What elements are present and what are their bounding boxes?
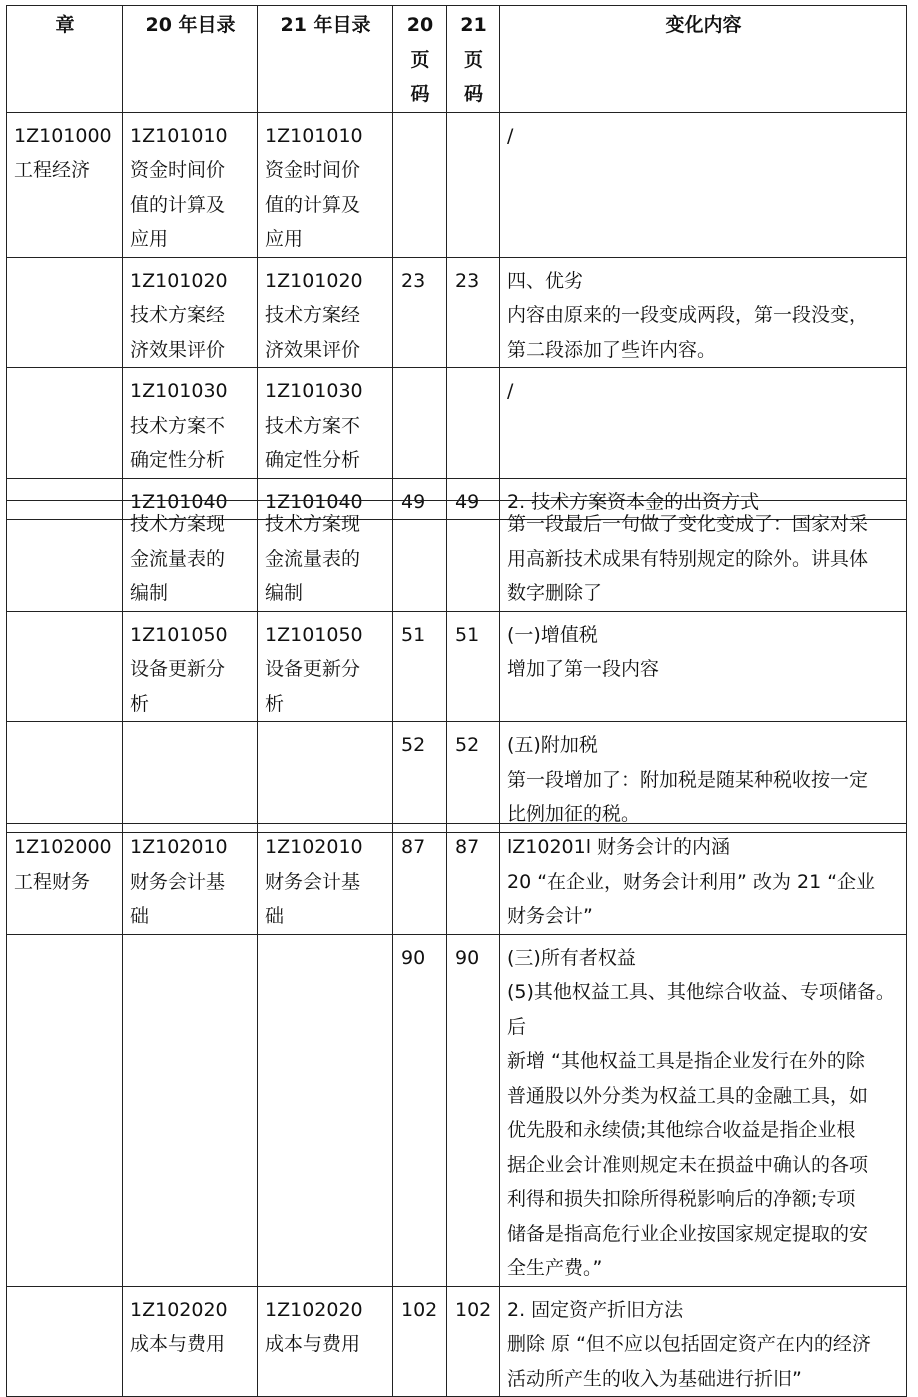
cell-change bbox=[500, 112, 907, 257]
cell-change bbox=[500, 501, 907, 612]
cell-page21: 87 bbox=[447, 824, 500, 935]
cell-change-line: 储备是指高危行业企业按国家规定提取的安 bbox=[507, 1222, 869, 1245]
cell-change-line: 第一段增加了：附加税是随某种税收按一定 bbox=[507, 768, 869, 791]
cell-change-line: (一)增值税 bbox=[507, 623, 598, 646]
cell-chapter bbox=[7, 611, 123, 722]
cell-dir21 bbox=[258, 368, 393, 479]
cell-page20: 51 bbox=[393, 611, 447, 722]
cell-dir21-line: 成本与费用 bbox=[265, 1333, 361, 1355]
cell-change-line: 财务会计” bbox=[507, 905, 593, 927]
cell-dir21 bbox=[258, 257, 393, 368]
cell-dir21-line: 1Z101010 bbox=[265, 124, 363, 147]
cell-dir21 bbox=[258, 722, 393, 833]
cell-chapter-line: 工程财务 bbox=[14, 870, 91, 893]
cell-dir20 bbox=[123, 611, 258, 722]
cell-dir20-line: 础 bbox=[130, 905, 150, 927]
table-row bbox=[7, 112, 907, 257]
cell-dir21-line: 1Z101040 bbox=[265, 490, 363, 513]
table-row bbox=[7, 1286, 907, 1397]
cell-page21 bbox=[447, 501, 500, 612]
change-table-part-2 bbox=[6, 500, 907, 833]
cell-dir21-line: 资金时间价 bbox=[265, 159, 361, 181]
cell-dir20-line: 1Z101010 bbox=[130, 124, 228, 147]
cell-change bbox=[500, 824, 907, 935]
header-dir20: 20 年目录 bbox=[123, 6, 258, 113]
cell-dir21-line: 技术方案现 bbox=[265, 513, 361, 535]
cell-dir20-line: 1Z102010 bbox=[130, 836, 228, 858]
cell-dir21-line: 1Z101030 bbox=[265, 380, 363, 402]
cell-change-line: 第二段添加了些许内容。 bbox=[507, 338, 717, 361]
cell-change-line: 删除 原 “但不应以包括固定资产在内的经济 bbox=[507, 1333, 871, 1355]
cell-dir20-line: 财务会计基 bbox=[130, 870, 226, 893]
cell-dir20-line: 1Z101050 bbox=[130, 623, 228, 646]
cell-dir20-line: 应用 bbox=[130, 228, 169, 250]
table-row bbox=[7, 611, 907, 722]
cell-dir20-line: 编制 bbox=[130, 582, 169, 604]
cell-chapter bbox=[7, 368, 123, 479]
table-row bbox=[7, 934, 907, 1286]
cell-change-line: 据企业会计准则规定未在损益中确认的各项 bbox=[507, 1153, 869, 1176]
cell-dir21-line: 1Z102020 bbox=[265, 1298, 363, 1321]
cell-dir20-line: 析 bbox=[130, 692, 150, 715]
header-change: 变化内容 bbox=[500, 6, 907, 113]
cell-page20: 90 bbox=[393, 934, 447, 1286]
cell-dir21 bbox=[258, 1286, 393, 1397]
cell-page21 bbox=[447, 112, 500, 257]
cell-chapter-line: 1Z102000 bbox=[14, 836, 112, 858]
cell-chapter bbox=[7, 257, 123, 368]
cell-page20: 49 bbox=[393, 478, 447, 520]
header-page21: 21 页 码 bbox=[447, 6, 500, 113]
table-row bbox=[7, 824, 907, 935]
cell-change-line: (三)所有者权益 bbox=[507, 946, 636, 969]
cell-dir21-line: 础 bbox=[265, 905, 285, 927]
cell-chapter bbox=[7, 934, 123, 1286]
cell-page21: 102 bbox=[447, 1286, 500, 1397]
cell-dir20-line: 金流量表的 bbox=[130, 547, 226, 570]
cell-dir20-line: 1Z101030 bbox=[130, 380, 228, 402]
cell-page21: 23 bbox=[447, 257, 500, 368]
cell-change bbox=[500, 368, 907, 479]
cell-change-line: (五)附加税 bbox=[507, 734, 598, 756]
cell-dir21-line: 济效果评价 bbox=[265, 338, 361, 361]
cell-dir21-line: 技术方案经 bbox=[265, 304, 361, 326]
cell-dir21 bbox=[258, 934, 393, 1286]
cell-dir21-line: 析 bbox=[265, 692, 285, 715]
cell-page20 bbox=[393, 501, 447, 612]
table-row bbox=[7, 501, 907, 612]
cell-change bbox=[500, 611, 907, 722]
cell-change-line: lZ10201l 财务会计的内涵 bbox=[507, 836, 731, 858]
cell-dir20 bbox=[123, 1286, 258, 1397]
cell-change-line: 优先股和永续债;其他综合收益是指企业根 bbox=[507, 1119, 856, 1141]
cell-dir20 bbox=[123, 368, 258, 479]
cell-dir20-line: 1Z101020 bbox=[130, 269, 228, 292]
cell-dir20-line: 济效果评价 bbox=[130, 338, 226, 361]
cell-dir21 bbox=[258, 611, 393, 722]
cell-change-line: 增加了第一段内容 bbox=[507, 658, 660, 680]
cell-dir21 bbox=[258, 824, 393, 935]
cell-dir21-line: 技术方案不 bbox=[265, 414, 361, 437]
header-page20: 20 页 码 bbox=[393, 6, 447, 113]
cell-change-line: 比例加征的税。 bbox=[507, 803, 641, 825]
cell-page21: 52 bbox=[447, 722, 500, 833]
cell-chapter bbox=[7, 824, 123, 935]
table-header-row bbox=[7, 6, 907, 113]
change-table-part-3 bbox=[6, 823, 907, 1397]
cell-dir20-line: 成本与费用 bbox=[130, 1333, 226, 1355]
cell-page21: 51 bbox=[447, 611, 500, 722]
change-table-part-1 bbox=[6, 5, 907, 520]
cell-change-line: 活动所产生的收入为基础进行折旧” bbox=[507, 1367, 802, 1390]
cell-page20: 87 bbox=[393, 824, 447, 935]
cell-page20 bbox=[393, 368, 447, 479]
cell-page21: 49 bbox=[447, 478, 500, 520]
cell-change bbox=[500, 257, 907, 368]
cell-dir21-line: 设备更新分 bbox=[265, 658, 361, 680]
table-row bbox=[7, 257, 907, 368]
cell-chapter-line: 工程经济 bbox=[14, 159, 91, 181]
cell-dir20 bbox=[123, 501, 258, 612]
cell-change-line: 数字删除了 bbox=[507, 582, 603, 604]
cell-chapter bbox=[7, 112, 123, 257]
cell-page20: 102 bbox=[393, 1286, 447, 1397]
cell-change-line: 四、优劣 bbox=[507, 269, 584, 292]
cell-dir21-line: 1Z102010 bbox=[265, 836, 363, 858]
cell-change-line: (5)其他权益工具、其他综合收益、专项储备。 bbox=[507, 981, 895, 1003]
cell-change-line: 用高新技术成果有特别规定的除外。讲具体 bbox=[507, 547, 869, 570]
cell-change-line: / bbox=[507, 380, 514, 402]
cell-dir21-line: 财务会计基 bbox=[265, 870, 361, 893]
cell-dir20-line: 值的计算及 bbox=[130, 193, 226, 216]
cell-dir21-line: 编制 bbox=[265, 582, 304, 604]
cell-dir21-line: 确定性分析 bbox=[265, 449, 361, 471]
cell-change bbox=[500, 934, 907, 1286]
cell-page20: 52 bbox=[393, 722, 447, 833]
cell-chapter bbox=[7, 1286, 123, 1397]
cell-chapter-line: 1Z101000 bbox=[14, 124, 112, 147]
cell-dir21-line: 应用 bbox=[265, 228, 304, 250]
cell-dir20 bbox=[123, 257, 258, 368]
cell-dir21-line: 1Z101020 bbox=[265, 269, 363, 292]
cell-change-line: / bbox=[507, 124, 514, 147]
cell-dir20 bbox=[123, 934, 258, 1286]
cell-dir21-line: 值的计算及 bbox=[265, 193, 361, 216]
cell-change-line: 普通股以外分类为权益工具的金融工具，如 bbox=[507, 1084, 869, 1107]
cell-change-line: 新增 “其他权益工具是指企业发行在外的除 bbox=[507, 1050, 865, 1072]
header-dir21: 21 年目录 bbox=[258, 6, 393, 113]
cell-dir20 bbox=[123, 112, 258, 257]
cell-dir20-line: 技术方案经 bbox=[130, 304, 226, 326]
table-row bbox=[7, 368, 907, 479]
cell-change-line: 20 “在企业，财务会计利用” 改为 21 “企业 bbox=[507, 870, 876, 893]
cell-dir20-line: 1Z102020 bbox=[130, 1298, 228, 1321]
cell-page21: 90 bbox=[447, 934, 500, 1286]
cell-change-line: 第一段最后一句做了变化变成了：国家对采 bbox=[507, 513, 869, 535]
cell-change-line: 2. 技术方案资本金的出资方式 bbox=[507, 490, 760, 513]
cell-dir20 bbox=[123, 722, 258, 833]
cell-dir21-line: 1Z101050 bbox=[265, 623, 363, 646]
cell-dir20 bbox=[123, 824, 258, 935]
header-chapter: 章 bbox=[7, 6, 123, 113]
cell-change-line: 利得和损失扣除所得税影响后的净额;专项 bbox=[507, 1188, 856, 1210]
cell-dir20-line: 设备更新分 bbox=[130, 658, 226, 680]
cell-chapter bbox=[7, 501, 123, 612]
cell-page21 bbox=[447, 368, 500, 479]
cell-change-line: 后 bbox=[507, 1015, 527, 1038]
cell-page20 bbox=[393, 112, 447, 257]
cell-dir20-line: 技术方案不 bbox=[130, 414, 226, 437]
cell-dir21 bbox=[258, 112, 393, 257]
cell-change-line: 全生产费。” bbox=[507, 1257, 603, 1279]
table-row bbox=[7, 722, 907, 833]
cell-change bbox=[500, 1286, 907, 1397]
cell-dir21 bbox=[258, 501, 393, 612]
cell-dir20-line: 技术方案现 bbox=[130, 513, 226, 535]
cell-dir20-line: 确定性分析 bbox=[130, 449, 226, 471]
cell-change-line: 内容由原来的一段变成两段，第一段没变， bbox=[507, 304, 869, 326]
cell-chapter bbox=[7, 722, 123, 833]
cell-dir21-line: 金流量表的 bbox=[265, 547, 361, 570]
cell-dir20-line: 1Z101040 bbox=[130, 490, 228, 513]
cell-change bbox=[500, 722, 907, 833]
cell-page20: 23 bbox=[393, 257, 447, 368]
cell-change-line: 2. 固定资产折旧方法 bbox=[507, 1298, 684, 1321]
cell-dir20-line: 资金时间价 bbox=[130, 159, 226, 181]
